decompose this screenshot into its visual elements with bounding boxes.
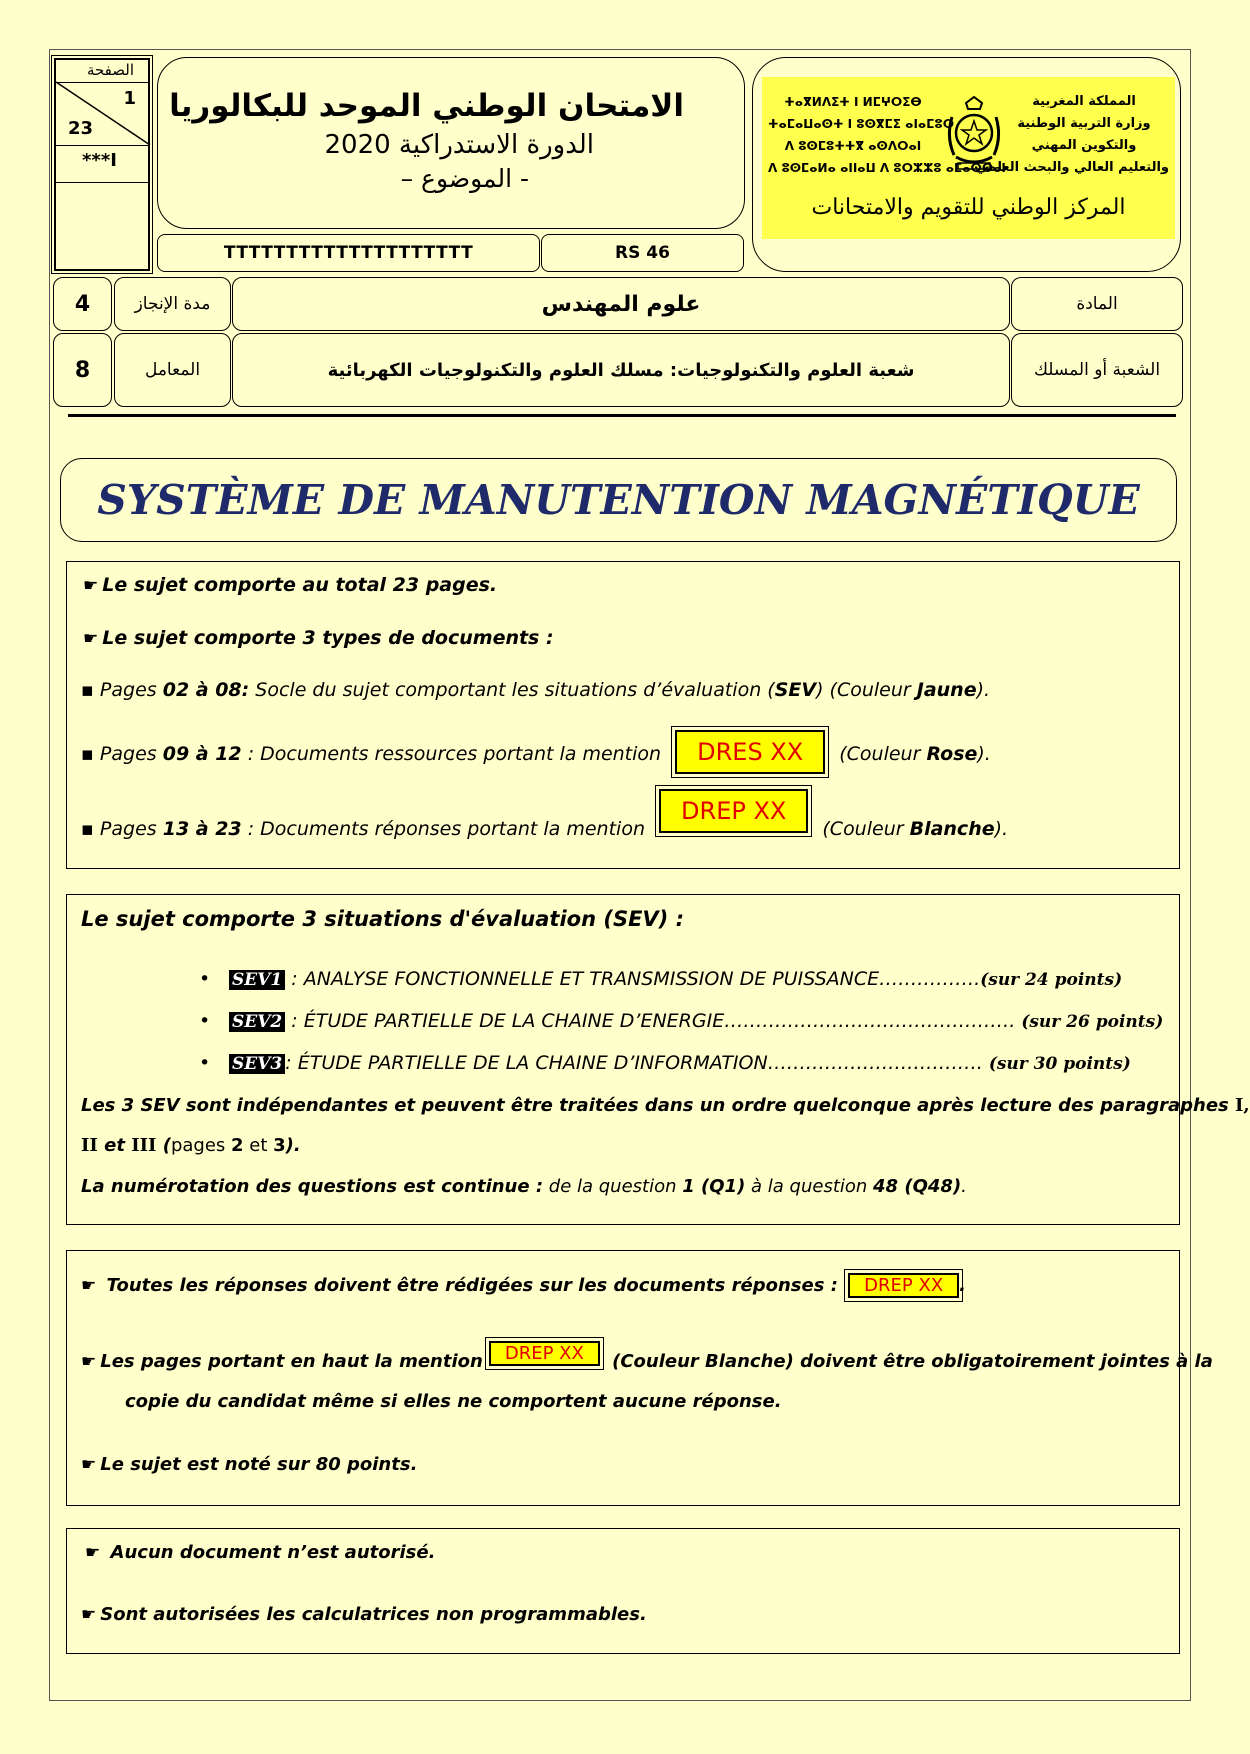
sev-item-points: (sur 26 points) xyxy=(1021,1012,1164,1032)
sev-tag: SEV1 xyxy=(229,970,285,990)
hand-pointer-icon: ☛ xyxy=(81,1455,97,1475)
sev-item-text: : ÉTUDE PARTIELLE DE LA CHAINE D’ENERGIE xyxy=(285,1010,725,1032)
doc-text: : Documents réponses portant la mention xyxy=(241,818,652,840)
drep-tag: DREP XX xyxy=(848,1273,959,1298)
answers-text: (Couleur Blanche) doivent être obligatoirement jointes à la xyxy=(605,1351,1213,1372)
doc-text: (Couleur xyxy=(833,743,927,765)
doc-text: Socle du sujet comportant les situations d’évaluation ( xyxy=(249,679,775,701)
sev-item-text: : ÉTUDE PARTIELLE DE LA CHAINE D’INFORMATION xyxy=(285,1052,768,1074)
sev-tag: SEV2 xyxy=(229,1012,285,1032)
sev-text: à la question xyxy=(745,1176,874,1197)
sev-item-dots: ………………………………………. xyxy=(724,1010,1022,1032)
doc-sev: SEV xyxy=(774,679,817,701)
exam-title: الامتحان الوطني الموحد للبكالوريا xyxy=(169,88,684,124)
sev-text: ( xyxy=(156,1135,171,1156)
sev-paragraphs xyxy=(81,1135,301,1156)
hand-pointer-icon: ☛ xyxy=(81,1605,97,1625)
page-total: 23 xyxy=(68,118,94,139)
sev-text: La numérotation des questions est continue : xyxy=(81,1176,544,1197)
sev-text: (Q1) xyxy=(694,1176,746,1197)
subject-label: المادة xyxy=(1011,277,1183,331)
answers-box xyxy=(66,1250,1213,1506)
doc-text: Pages xyxy=(99,818,163,840)
exam-subtitle: - الموضوع – xyxy=(400,164,529,193)
page-code: ***I xyxy=(82,150,117,171)
doc-pages-sev: ▪ Pages 02 à 08: Socle du sujet comportant les situations d’évaluation (SEV) (Couleur Jaune). xyxy=(81,679,991,701)
sev-item xyxy=(199,968,1163,1010)
sev-tag: SEV3 xyxy=(229,1054,285,1074)
logo-tifinagh-line: ⴷ ⵓⵙⵎⵓⵜⵜⴳ ⴰⵙⴷⵔⴰⵏ xyxy=(784,139,922,153)
branch-value: شعبة العلوم والتكنولوجيات: مسلك العلوم والتكنولوجيات الكهربائية xyxy=(232,333,1010,407)
doc-text: Pages xyxy=(99,743,163,765)
doc-range: 09 à 12 xyxy=(162,743,242,765)
coef-value: 8 xyxy=(53,333,112,407)
page-current: 1 xyxy=(123,88,136,109)
answers-line-2 xyxy=(81,1343,1213,1374)
rules-line-2 xyxy=(81,1604,647,1625)
hand-pointer-icon: ☛ xyxy=(85,1543,101,1563)
sev-text: pages xyxy=(170,1135,232,1156)
doc-text: ). xyxy=(977,743,991,765)
answers-text: Toutes les réponses doivent être rédigées sur les documents réponses : xyxy=(106,1275,838,1296)
sev-paragraph-ref: III xyxy=(131,1135,157,1156)
rules-text: Aucun document n’est autorisé. xyxy=(110,1542,436,1563)
coef-label: المعامل xyxy=(114,333,231,407)
separator-line xyxy=(68,414,1176,417)
page-number-box xyxy=(54,58,150,271)
sev-item-dots: ……………. xyxy=(879,968,981,990)
exam-barcode: TTTTTTTTTTTTTTTTTTTT xyxy=(157,234,540,272)
sev-text: Les 3 SEV sont indépendantes et peuvent être traitées dans un ordre quelconque après lecture des paragraphes xyxy=(81,1095,1236,1116)
exam-title-box xyxy=(157,57,745,229)
rules-box xyxy=(66,1528,1180,1654)
sev-text: (Q48) xyxy=(898,1176,962,1197)
sev-text: ). xyxy=(285,1135,301,1156)
doc-types-text: Le sujet comporte 3 types de documents : xyxy=(102,627,554,649)
sev-item-points: (sur 30 points) xyxy=(988,1054,1131,1074)
doc-pages-drep: ▪ Pages 13 à 23 : Documents réponses portant la mention DREP XX (Couleur Blanche). xyxy=(81,805,1008,849)
sev-independent xyxy=(81,1095,1250,1116)
answers-text: Le sujet est noté sur 80 points. xyxy=(100,1454,418,1475)
exam-session: الدورة الاستدراكية 2020 xyxy=(324,130,594,160)
hand-pointer-icon: ☛ xyxy=(81,1352,97,1372)
answers-text: Les pages portant en haut la mention xyxy=(100,1351,483,1372)
logo-arabic-line: والتعليم العالي والبحث العلمي xyxy=(975,160,1169,175)
logo-tifinagh-line: ⵜⴰⴳⵍⴷⵉⵜ ⵏ ⵍⵎⵖⵔⵉⴱ xyxy=(784,95,922,109)
doc-text: (Couleur xyxy=(816,818,910,840)
doc-color: Rose xyxy=(926,743,978,765)
bullet-icon: • xyxy=(199,1052,211,1074)
doc-total-pages-text: Le sujet comporte au total 23 pages. xyxy=(102,574,498,596)
sev-text: 2 xyxy=(231,1135,244,1156)
answers-line-4 xyxy=(81,1454,417,1475)
sev-item xyxy=(199,1010,1164,1052)
logo-box xyxy=(752,57,1181,272)
sev-numbering xyxy=(81,1176,967,1197)
drep-tag: DREP XX xyxy=(659,789,808,833)
main-title-box xyxy=(60,458,1177,542)
logo-panel xyxy=(762,77,1175,239)
sev-text: 3 xyxy=(273,1135,286,1156)
sev-paragraph-ref: I, xyxy=(1235,1095,1250,1116)
doc-pages-dres: ▪ Pages 09 à 12 : Documents ressources portant la mention DRES XX (Couleur Rose). xyxy=(81,730,991,774)
sev-text: et xyxy=(97,1135,132,1156)
doc-text: ) (Couleur xyxy=(816,679,917,701)
answers-line-3: copie du candidat même si elles ne comportent aucune réponse. xyxy=(125,1391,782,1412)
doc-range: 02 à 08: xyxy=(162,679,250,701)
sev-item xyxy=(199,1052,1163,1094)
sev-text: de la question xyxy=(543,1176,683,1197)
duration-value: 4 xyxy=(53,277,112,331)
doc-types xyxy=(83,627,554,649)
branch-label: الشعبة أو المسلك xyxy=(1011,333,1183,407)
answers-line-1 xyxy=(81,1273,966,1298)
logo-arabic-line: والتكوين المهني xyxy=(1031,138,1137,153)
main-title: SYSTÈME DE MANUTENTION MAGNÉTIQUE xyxy=(97,476,1140,524)
doc-total-pages xyxy=(83,574,497,596)
doc-text: : Documents ressources portant la mention xyxy=(241,743,668,765)
sev-text: . xyxy=(961,1176,967,1197)
sev-paragraph-ref: II xyxy=(81,1135,98,1156)
logo-tifinagh xyxy=(768,91,1006,179)
hand-pointer-icon: ☛ xyxy=(83,629,99,649)
doc-color: Jaune xyxy=(916,679,977,701)
logo-tifinagh-line: ⵜⴰⵎⴰⵡⴰⵙⵜ ⵏ ⵓⵙⴳⵎⵉ ⴰⵏⴰⵎⵓⵔ xyxy=(768,117,954,131)
logo-arabic xyxy=(975,91,1169,179)
logo-center-name: المركز الوطني للتقويم والامتحانات xyxy=(811,195,1126,220)
hand-pointer-icon: ☛ xyxy=(83,576,99,596)
sev-box xyxy=(66,894,1250,1225)
page-label: الصفحة xyxy=(86,61,134,79)
dres-tag: DRES XX xyxy=(675,730,825,774)
logo-arabic-line: وزارة التربية الوطنية xyxy=(1017,116,1151,131)
answers-text: . xyxy=(959,1275,966,1296)
doc-range: 13 à 23 xyxy=(162,818,242,840)
bullet-icon: • xyxy=(199,1010,211,1032)
sev-heading: Le sujet comporte 3 situations d'évaluation (SEV) : xyxy=(81,907,684,931)
drep-tag: DREP XX xyxy=(489,1341,600,1366)
duration-label: مدة الإنجاز xyxy=(114,277,231,331)
sev-list xyxy=(199,968,1164,1094)
sev-item-text: : ANALYSE FONCTIONNELLE ET TRANSMISSION DE PUISSANCE xyxy=(285,968,880,990)
sev-item-points: (sur 24 points) xyxy=(980,970,1123,990)
doc-text: ). xyxy=(994,818,1009,840)
exam-code: RS 46 xyxy=(541,234,744,272)
logo-arabic-line: المملكة المغربية xyxy=(1032,94,1136,109)
doc-text: Pages xyxy=(99,679,163,701)
sev-text: et xyxy=(243,1135,274,1156)
logo-tifinagh-line: ⴷ ⵓⵙⵎⴰⵍⴰ ⴰⵏⵏⴰⵡ ⴷ ⵓⵔⵣⵣⵓ ⴰⵎⴰⵙⵙⴰⵏ xyxy=(768,161,1006,175)
bullet-icon: • xyxy=(199,968,211,990)
doc-color: Blanche xyxy=(909,818,995,840)
subject-value: علوم المهندس xyxy=(232,277,1010,331)
sev-text: 1 xyxy=(682,1176,695,1197)
sev-item-dots: ……………………………. xyxy=(767,1052,989,1074)
rules-line-1 xyxy=(85,1542,435,1563)
sev-text: 48 xyxy=(873,1176,899,1197)
rules-text: Sont autorisées les calculatrices non programmables. xyxy=(100,1604,647,1625)
documents-box xyxy=(66,561,1180,869)
hand-pointer-icon: ☛ xyxy=(81,1276,97,1296)
doc-text: ). xyxy=(976,679,991,701)
